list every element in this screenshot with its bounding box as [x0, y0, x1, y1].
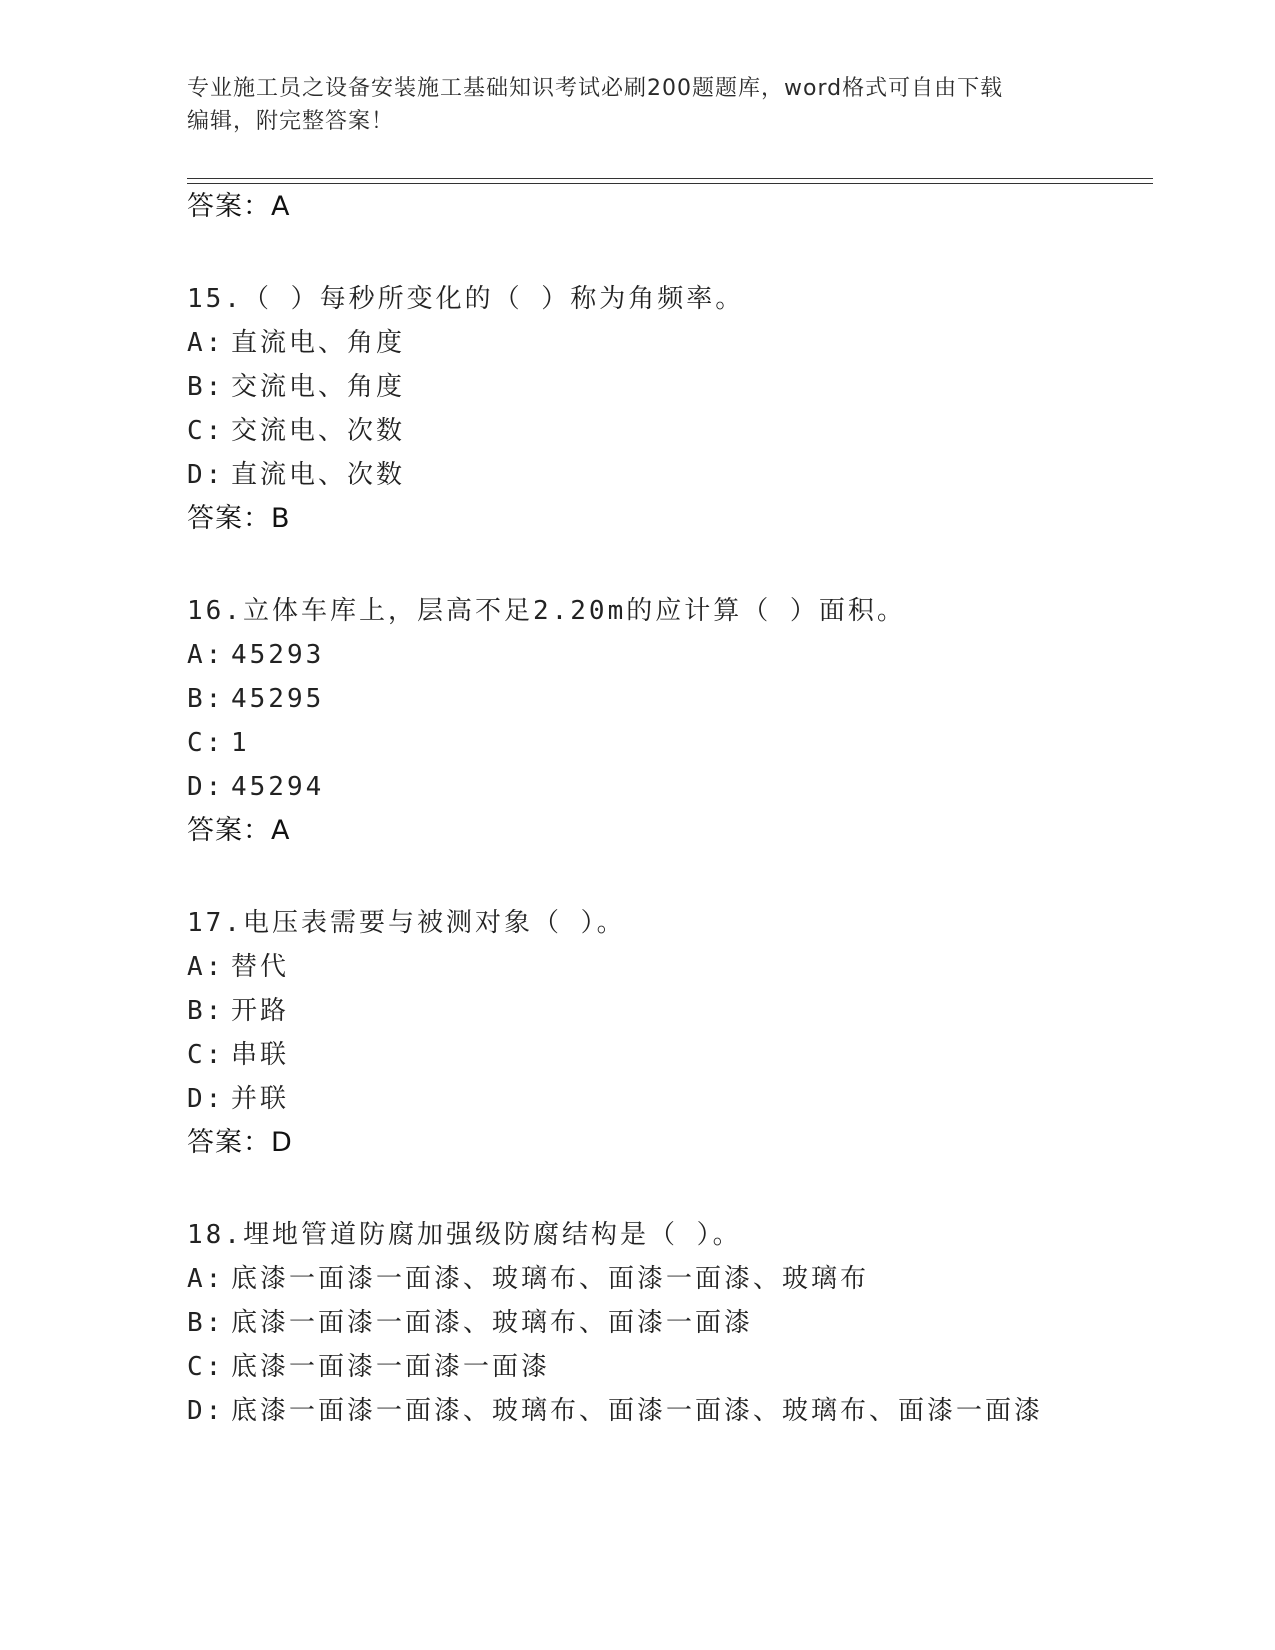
header-line-2: 编辑，附完整答案！	[187, 109, 395, 134]
option-key: D:	[187, 1396, 225, 1426]
option-key: A:	[187, 952, 225, 982]
question-17-option-d	[187, 1082, 289, 1116]
question-17-stem: 17.电压表需要与被测对象（ ）。	[187, 908, 626, 938]
option-key: D:	[187, 1084, 225, 1114]
option-key: C:	[187, 1352, 225, 1382]
option-key: A:	[187, 1264, 225, 1294]
question-18-stem: 18.埋地管道防腐加强级防腐结构是（ ）。	[187, 1220, 742, 1250]
option-key: A:	[187, 328, 225, 358]
question-16-option-d	[187, 770, 324, 804]
question-16-option-a	[187, 638, 324, 672]
question-15-option-c	[187, 414, 405, 448]
question-16-answer: 答案：A	[187, 815, 291, 846]
document-header	[187, 72, 1067, 138]
option-key: B:	[187, 996, 225, 1026]
header-line-1: 专业施工员之设备安装施工基础知识考试必刷200题题库，word格式可自由下载	[187, 76, 1004, 101]
option-text: 直流电、角度	[231, 328, 406, 358]
option-key: D:	[187, 772, 225, 802]
question-16-option-c	[187, 726, 250, 760]
question-15-stem: 15.（ ）每秒所变化的（ ）称为角频率。	[187, 284, 745, 314]
option-key: C:	[187, 416, 225, 446]
option-text: 1	[231, 728, 250, 758]
question-15-option-d	[187, 458, 405, 492]
question-17-answer: 答案：D	[187, 1127, 293, 1158]
option-text: 开路	[231, 996, 290, 1026]
question-18-option-c	[187, 1350, 550, 1384]
option-text: 45295	[231, 684, 325, 714]
question-17-option-b	[187, 994, 289, 1028]
question-18-option-d	[187, 1394, 1043, 1428]
question-15-option-a	[187, 326, 405, 360]
question-15-answer: 答案：B	[187, 503, 291, 534]
question-16-stem: 16.立体车库上，层高不足2.20m的应计算（ ）面积。	[187, 596, 906, 626]
option-text: 交流电、次数	[231, 416, 406, 446]
answer-previous: 答案：A	[187, 191, 291, 222]
option-text: 底漆一面漆一面漆一面漆	[231, 1352, 551, 1382]
question-18-option-b	[187, 1306, 753, 1340]
header-divider-top	[187, 178, 1153, 179]
option-text: 45294	[231, 772, 325, 802]
option-text: 并联	[231, 1084, 290, 1114]
option-text: 底漆一面漆一面漆、玻璃布、面漆一面漆、玻璃布、面漆一面漆	[231, 1396, 1044, 1426]
option-text: 交流电、角度	[231, 372, 406, 402]
option-text: 替代	[231, 952, 290, 982]
option-text: 45293	[231, 640, 325, 670]
option-key: D:	[187, 460, 225, 490]
question-17-option-c	[187, 1038, 289, 1072]
question-16-option-b	[187, 682, 324, 716]
option-text: 底漆一面漆一面漆、玻璃布、面漆一面漆、玻璃布	[231, 1264, 870, 1294]
option-key: B:	[187, 1308, 225, 1338]
option-text: 底漆一面漆一面漆、玻璃布、面漆一面漆	[231, 1308, 754, 1338]
question-18-option-a	[187, 1262, 869, 1296]
option-key: C:	[187, 1040, 225, 1070]
option-text: 直流电、次数	[231, 460, 406, 490]
question-15-option-b	[187, 370, 405, 404]
option-key: B:	[187, 684, 225, 714]
question-17-option-a	[187, 950, 289, 984]
option-key: C:	[187, 728, 225, 758]
option-text: 串联	[231, 1040, 290, 1070]
option-key: A:	[187, 640, 225, 670]
header-divider-bottom	[187, 183, 1153, 184]
option-key: B:	[187, 372, 225, 402]
